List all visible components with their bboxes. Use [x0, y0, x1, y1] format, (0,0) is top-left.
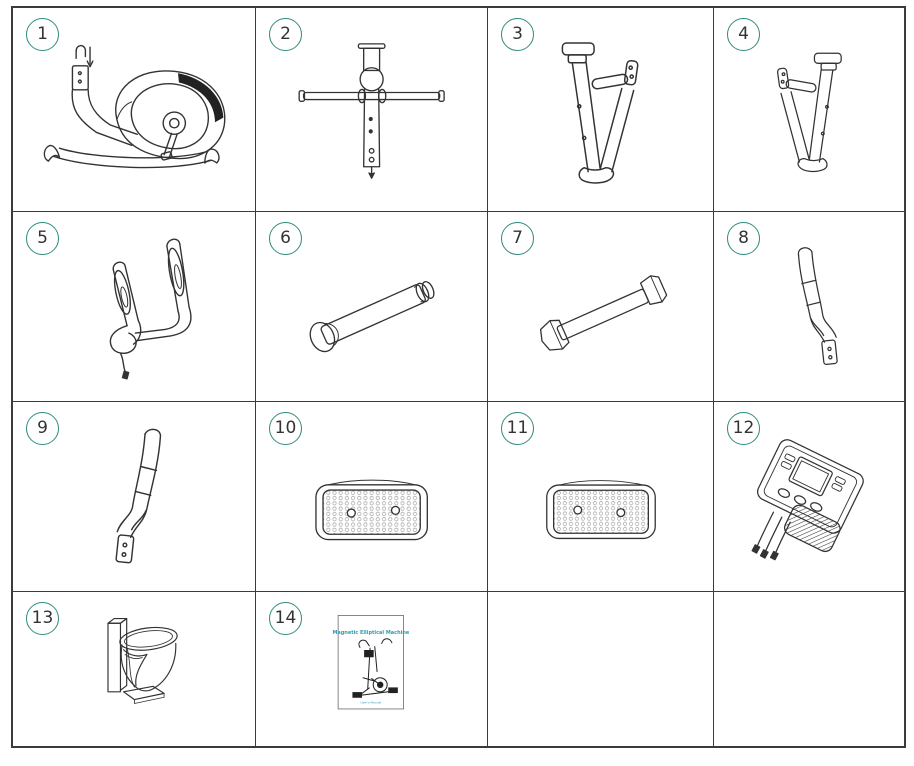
- part-number-badge: [26, 602, 59, 635]
- part-number-badge: [269, 18, 302, 51]
- bottle-holder-illustration: [28, 603, 241, 735]
- connecting-tube-round-caps-illustration: [270, 225, 473, 388]
- parts-grid: [11, 6, 906, 748]
- part-number: 11: [506, 418, 529, 438]
- support-leg-right-illustration: [502, 22, 700, 197]
- part-cell-7: [488, 212, 714, 402]
- manual-cover-title: Magnetic Elliptical Machine: [332, 629, 410, 636]
- part-cell-9: [13, 402, 256, 592]
- part-number-badge: [501, 18, 534, 51]
- part-number: 6: [280, 228, 291, 248]
- part-number-badge: [26, 412, 59, 445]
- part-cell-12: [714, 402, 904, 592]
- part-number-badge: [501, 222, 534, 255]
- part-number: 10: [274, 418, 297, 438]
- empty-cell: [488, 592, 714, 746]
- part-cell-3: [488, 8, 714, 212]
- part-cell-13: [13, 592, 256, 746]
- part-number-badge: [727, 412, 760, 445]
- part-number: 7: [512, 228, 523, 248]
- part-cell-4: [714, 8, 904, 212]
- part-cell-11: [488, 402, 714, 592]
- part-cell-14: [256, 592, 488, 746]
- part-cell-6: [256, 212, 488, 402]
- main-frame-illustration: [28, 22, 241, 197]
- part-number-badge: [727, 222, 760, 255]
- fixed-pulse-handlebar-illustration: [28, 225, 241, 388]
- empty-cell: [714, 592, 904, 746]
- pedal-right-illustration: [270, 415, 473, 578]
- part-number: 5: [37, 228, 48, 248]
- part-number: 1: [37, 24, 48, 44]
- part-cell-1: [13, 8, 256, 212]
- pedal-left-illustration: [502, 415, 700, 578]
- part-number-badge: [269, 222, 302, 255]
- part-cell-8: [714, 212, 904, 402]
- part-number-badge: [269, 412, 302, 445]
- part-number: 3: [512, 24, 523, 44]
- swing-arm-left-illustration: [28, 415, 241, 578]
- part-number: 2: [280, 24, 291, 44]
- part-cell-10: [256, 402, 488, 592]
- part-number: 8: [738, 228, 749, 248]
- part-number-badge: [269, 602, 302, 635]
- part-number-badge: [501, 412, 534, 445]
- part-cell-5: [13, 212, 256, 402]
- part-number: 14: [274, 608, 297, 628]
- part-number-badge: [26, 222, 59, 255]
- part-number: 9: [37, 418, 48, 438]
- part-cell-2: [256, 8, 488, 212]
- manual-cover-footer: User's Manual: [360, 700, 382, 705]
- connecting-tube-hex-caps-illustration: [502, 225, 700, 388]
- part-number: 12: [732, 418, 755, 438]
- part-number: 4: [738, 24, 749, 44]
- front-handlebar-post-illustration: [270, 22, 473, 197]
- part-number-badge: [727, 18, 760, 51]
- part-number-badge: [26, 18, 59, 51]
- part-number: 13: [31, 608, 54, 628]
